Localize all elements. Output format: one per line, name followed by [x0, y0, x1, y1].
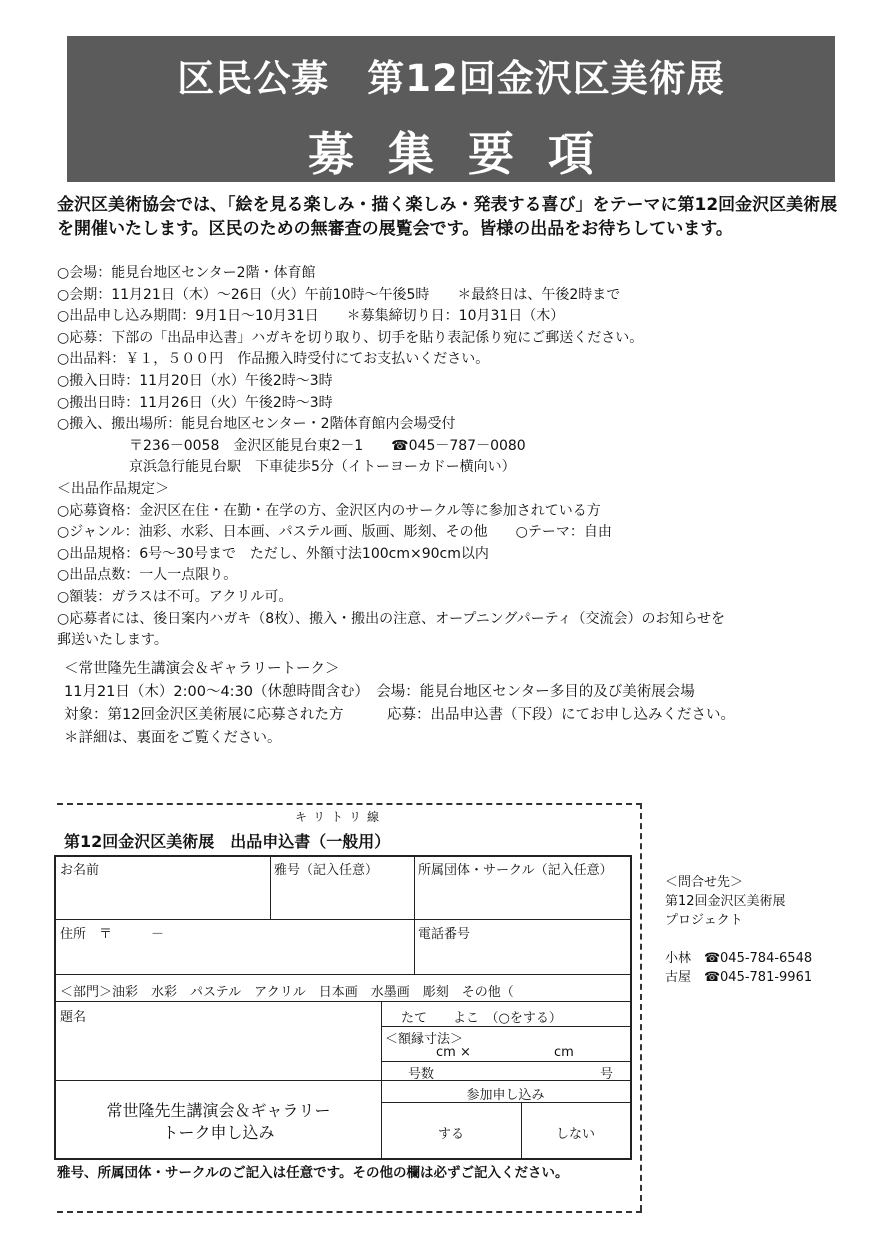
postal-address: 〒236－0058 金沢区能見台東2－1 [129, 437, 392, 454]
cut-label: キリトリ線 [295, 810, 386, 824]
lecture-heading: ＜常世隆先生講演会＆ギャラリートーク＞ [64, 661, 340, 677]
group-label: 所属団体・サークル（記入任意） [418, 863, 613, 878]
phone-label: 電話番号 [418, 927, 471, 942]
orientation-label: たて よこ （○をする） [401, 1011, 562, 1026]
lecture-apply-line1: 常世隆先生講演会＆ギャラリー [106, 1101, 331, 1120]
info-application-period: ○出品申し込み期間：9月1日～10月31日 ＊募集締切り日：10月31日（木） [57, 308, 565, 325]
contact-org1: 第12回金沢区美術展 [665, 894, 786, 909]
info-venue: ○会場：能見台地区センター2階・体育館 [57, 265, 316, 281]
option-yes[interactable]: する [437, 1127, 464, 1142]
rule-count: ○出品点数：一人一点限り。 [57, 567, 238, 584]
rule-h1 [56, 919, 630, 920]
intro-text: 金沢区美術協会では、「絵を見る楽しみ・描く楽しみ・発表する喜び」をテーマに第12回金沢区美術展を開催いたします。区民のための無審査の展覧会です。皆様の出品をお待ちしています。 [57, 195, 838, 239]
lecture-apply-label [56, 1100, 381, 1144]
phone-icon: ☎ [704, 951, 721, 966]
contact-person-1-name: 小林 [665, 951, 692, 966]
rule-notice: ○応募者には、後日案内ハガキ（8枚）、搬入・搬出の注意、オープニングパーティ（交流会）のお知らせを [57, 610, 726, 627]
rule-genre: ○ジャンル：油彩、水彩、日本画、パステル画、版画、彫刻、その他 ○テーマ：自由 [57, 524, 612, 541]
contact-person-2 [665, 968, 812, 987]
info-period: ○会期：11月21日（木）～26日（火）午前10時～午後5時 ＊最終日は、午後2時まで [57, 286, 621, 303]
contact-person-2-phone: 045-781-9961 [720, 970, 813, 985]
contact-info [665, 873, 812, 987]
contact-person-1 [665, 949, 812, 968]
cm-label: cm [554, 1045, 574, 1060]
contact-org2: プロジェクト [665, 913, 743, 928]
info-delivery: ○搬入日時：11月20日（水）午後2時～3時 [57, 372, 333, 389]
info-pickup: ○搬出日時：11月26日（火）午後2時～3時 [57, 394, 333, 411]
option-no[interactable]: しない [555, 1127, 595, 1142]
contact-person-2-name: 古屋 [665, 970, 692, 985]
pen-name-label: 雅号（記入任意） [274, 863, 379, 878]
cut-line-right [640, 803, 642, 1211]
info-how-to-apply: ○応募：下部の「出品申込書」ハガキを切り取り、切手を貼り表記係り宛にご郵送ください。 [57, 329, 644, 346]
info-location: ○搬入、搬出場所：能見台地区センター・2階体育館内会場受付 [57, 416, 456, 433]
info-section [57, 263, 857, 652]
cut-line-top [57, 803, 642, 805]
frame-size-label: ＜額縁寸法＞ [385, 1032, 464, 1047]
rule-v2 [414, 857, 415, 974]
phone-icon: ☎ [704, 970, 721, 985]
contact-person-1-phone: 045-784-6548 [720, 951, 813, 966]
rule-notice-cont: 郵送いたします。 [57, 632, 168, 649]
name-label: お名前 [60, 863, 100, 878]
form-title: 第12回金沢区美術展 出品申込書（一般用） [64, 832, 391, 851]
form-note: 雅号、所属団体・サークルのご記入は任意です。その他の欄は必ずご記入ください。 [57, 1165, 569, 1181]
work-title-label: 題名 [60, 1010, 87, 1025]
address-line [57, 436, 857, 458]
rules-heading: ＜出品作品規定＞ [57, 480, 169, 497]
rule-size: ○出品規格：6号～30号まで ただし、外額寸法100cm×90cm以内 [57, 545, 489, 562]
cm-x-label: cm × [436, 1045, 471, 1060]
lecture-target: 対象：第12回金沢区美術展に応募された方 応募：出品申込書（下段）にてお申し込みください。 [64, 707, 735, 723]
access-line: 京浜急行能見台駅 下車徒歩5分（イトーヨーカドー横向い） [129, 459, 516, 476]
contact-spacer [665, 930, 812, 949]
size-number-label: 号数 [408, 1067, 435, 1082]
rule-eligibility: ○応募資格：金沢区在住・在勤・在学の方、金沢区内のサークル等に参加されている方 [57, 502, 601, 519]
rule-h2 [56, 974, 630, 975]
header-banner [67, 36, 835, 182]
lecture-detail: ＊詳細は、裏面をご覧ください。 [64, 730, 282, 746]
application-form [54, 855, 632, 1160]
category-label: ＜部門＞油彩 水彩 パステル アクリル 日本画 水墨画 彫刻 その他（ [60, 985, 514, 1000]
rule-h6 [56, 1080, 630, 1081]
info-fee: ○出品料：￥１，５００円 作品搬入時受付にてお支払いください。 [57, 351, 490, 368]
header-subtitle: 募集要項 [308, 127, 628, 181]
venue-phone: 045－787－0080 [408, 437, 526, 454]
rule-h3 [56, 1001, 630, 1002]
cut-line-bottom [57, 1211, 642, 1213]
go-label: 号 [600, 1067, 614, 1082]
lecture-section [64, 658, 864, 750]
rule-v1 [270, 857, 271, 919]
contact-heading: ＜問合せ先＞ [665, 875, 744, 890]
rule-h5 [381, 1061, 630, 1062]
rule-h4 [381, 1026, 630, 1027]
rule-frame: ○額装：ガラスは不可。アクリル可。 [57, 588, 293, 605]
lecture-apply-line2: トーク申し込み [162, 1123, 275, 1142]
lecture-date: 11月21日（木）2:00～4:30（休憩時間含む） 会場：能見台地区センター多目的及び美術展会場 [64, 684, 695, 700]
participation-label: 参加申し込み [466, 1088, 545, 1103]
header-title: 区民公募 第12回金沢区美術展 [177, 57, 725, 100]
address-label: 住所 〒 － [60, 927, 165, 942]
phone-icon: ☎ [391, 437, 409, 454]
